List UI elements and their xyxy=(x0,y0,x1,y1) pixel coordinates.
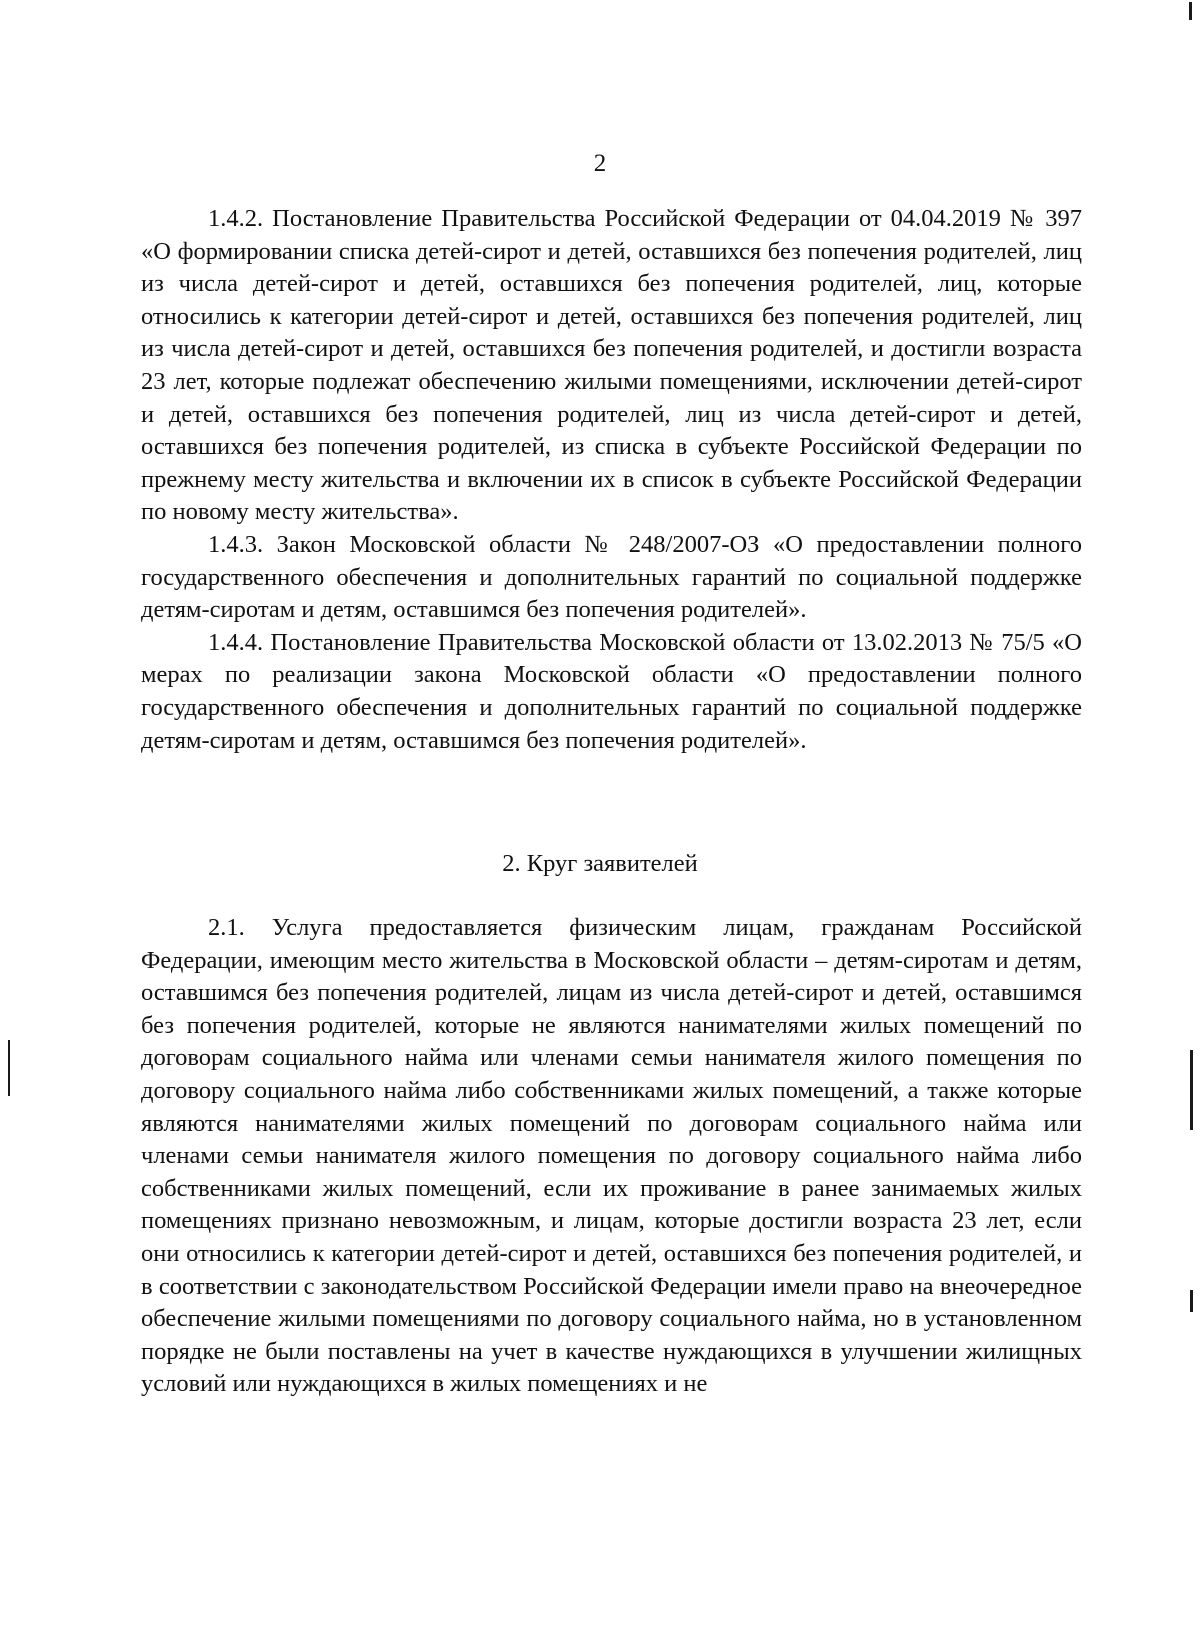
scan-edge-mark xyxy=(1190,1290,1193,1312)
scan-edge-mark xyxy=(1189,2,1192,20)
page-number: 2 xyxy=(593,150,607,177)
paragraph-2-1: 2.1. Услуга предоставляется физическим лицам, гражданам Российской Федерации, имеющим место жительства в Московской области – детям-сиротам и детям, оставшимся без попечения родителей, лицам из числа детей-сирот и детей, оставшимся без попечения родителей, которые не являются нанимателями жилых помещений по договорам социального найма или членами семьи нанимателя жилого помещения по договору социального найма либо собственниками жилых помещений, а также которые являются нанимателями жилых помещений по договорам социального найма или членами семьи нанимателя жилого помещения по договору социального найма либо собственниками жилых помещений, если их проживание в ранее занимаемых жилых помещениях признано невозможным, и лицам, которые достигли возраста 23 лет, если они относились к категории детей-сирот и детей, оставшихся без попечения родителей, и в соответствии с законодательством Российской Федерации имели право на внеочередное обеспечение жилыми помещениями по договору социального найма, но в установленном порядке не были поставлены на учет в качестве нуждающихся в улучшении жилищных условий или нуждающихся в жилых помещениях и не xyxy=(141,914,1082,1398)
scan-edge-mark xyxy=(8,1040,10,1096)
paragraph-1-4-4: 1.4.4. Постановление Правительства Московской области от 13.02.2013 № 75/5 «О мерах по реализации закона Московской области «О предоставлении полного государственного обеспечения и дополнительных гарантий по социальной поддержке детям-сиротам и детям, оставшимся без попечения родителей». xyxy=(141,628,1082,754)
legal-acts-list xyxy=(141,203,1082,757)
paragraph-1-4-2: 1.4.2. Постановление Правительства Российской Федерации от 04.04.2019 № 397 «О формировании списка детей-сирот и детей, оставшихся без попечения родителей, лиц из числа детей-сирот и детей, оставшихся без попечения родителей, лиц, которые относились к категории детей-сирот и детей, оставшихся без попечения родителей, лиц из числа детей-сирот и детей, оставшихся без попечения родителей, и достигли возраста 23 лет, которые подлежат обеспечению жилыми помещениями, исключении детей-сирот и детей, оставшихся без попечения родителей, лиц из числа детей-сирот и детей, оставшихся без попечения родителей, из списка в субъекте Российской Федерации по прежнему месту жительства и включении их в список в субъекте Российской Федерации по новому месту жительства». xyxy=(141,205,1082,526)
applicants-section xyxy=(141,912,1082,1401)
section-heading: 2. Круг заявителей xyxy=(502,850,698,877)
paragraph-1-4-3: 1.4.3. Закон Московской области № 248/2007-ОЗ «О предоставлении полного государственного обеспечения и дополнительных гарантий по социальной поддержке детям-сиротам и детям, оставшимся без попечения родителей». xyxy=(141,530,1082,624)
scan-edge-mark xyxy=(1190,1050,1193,1130)
